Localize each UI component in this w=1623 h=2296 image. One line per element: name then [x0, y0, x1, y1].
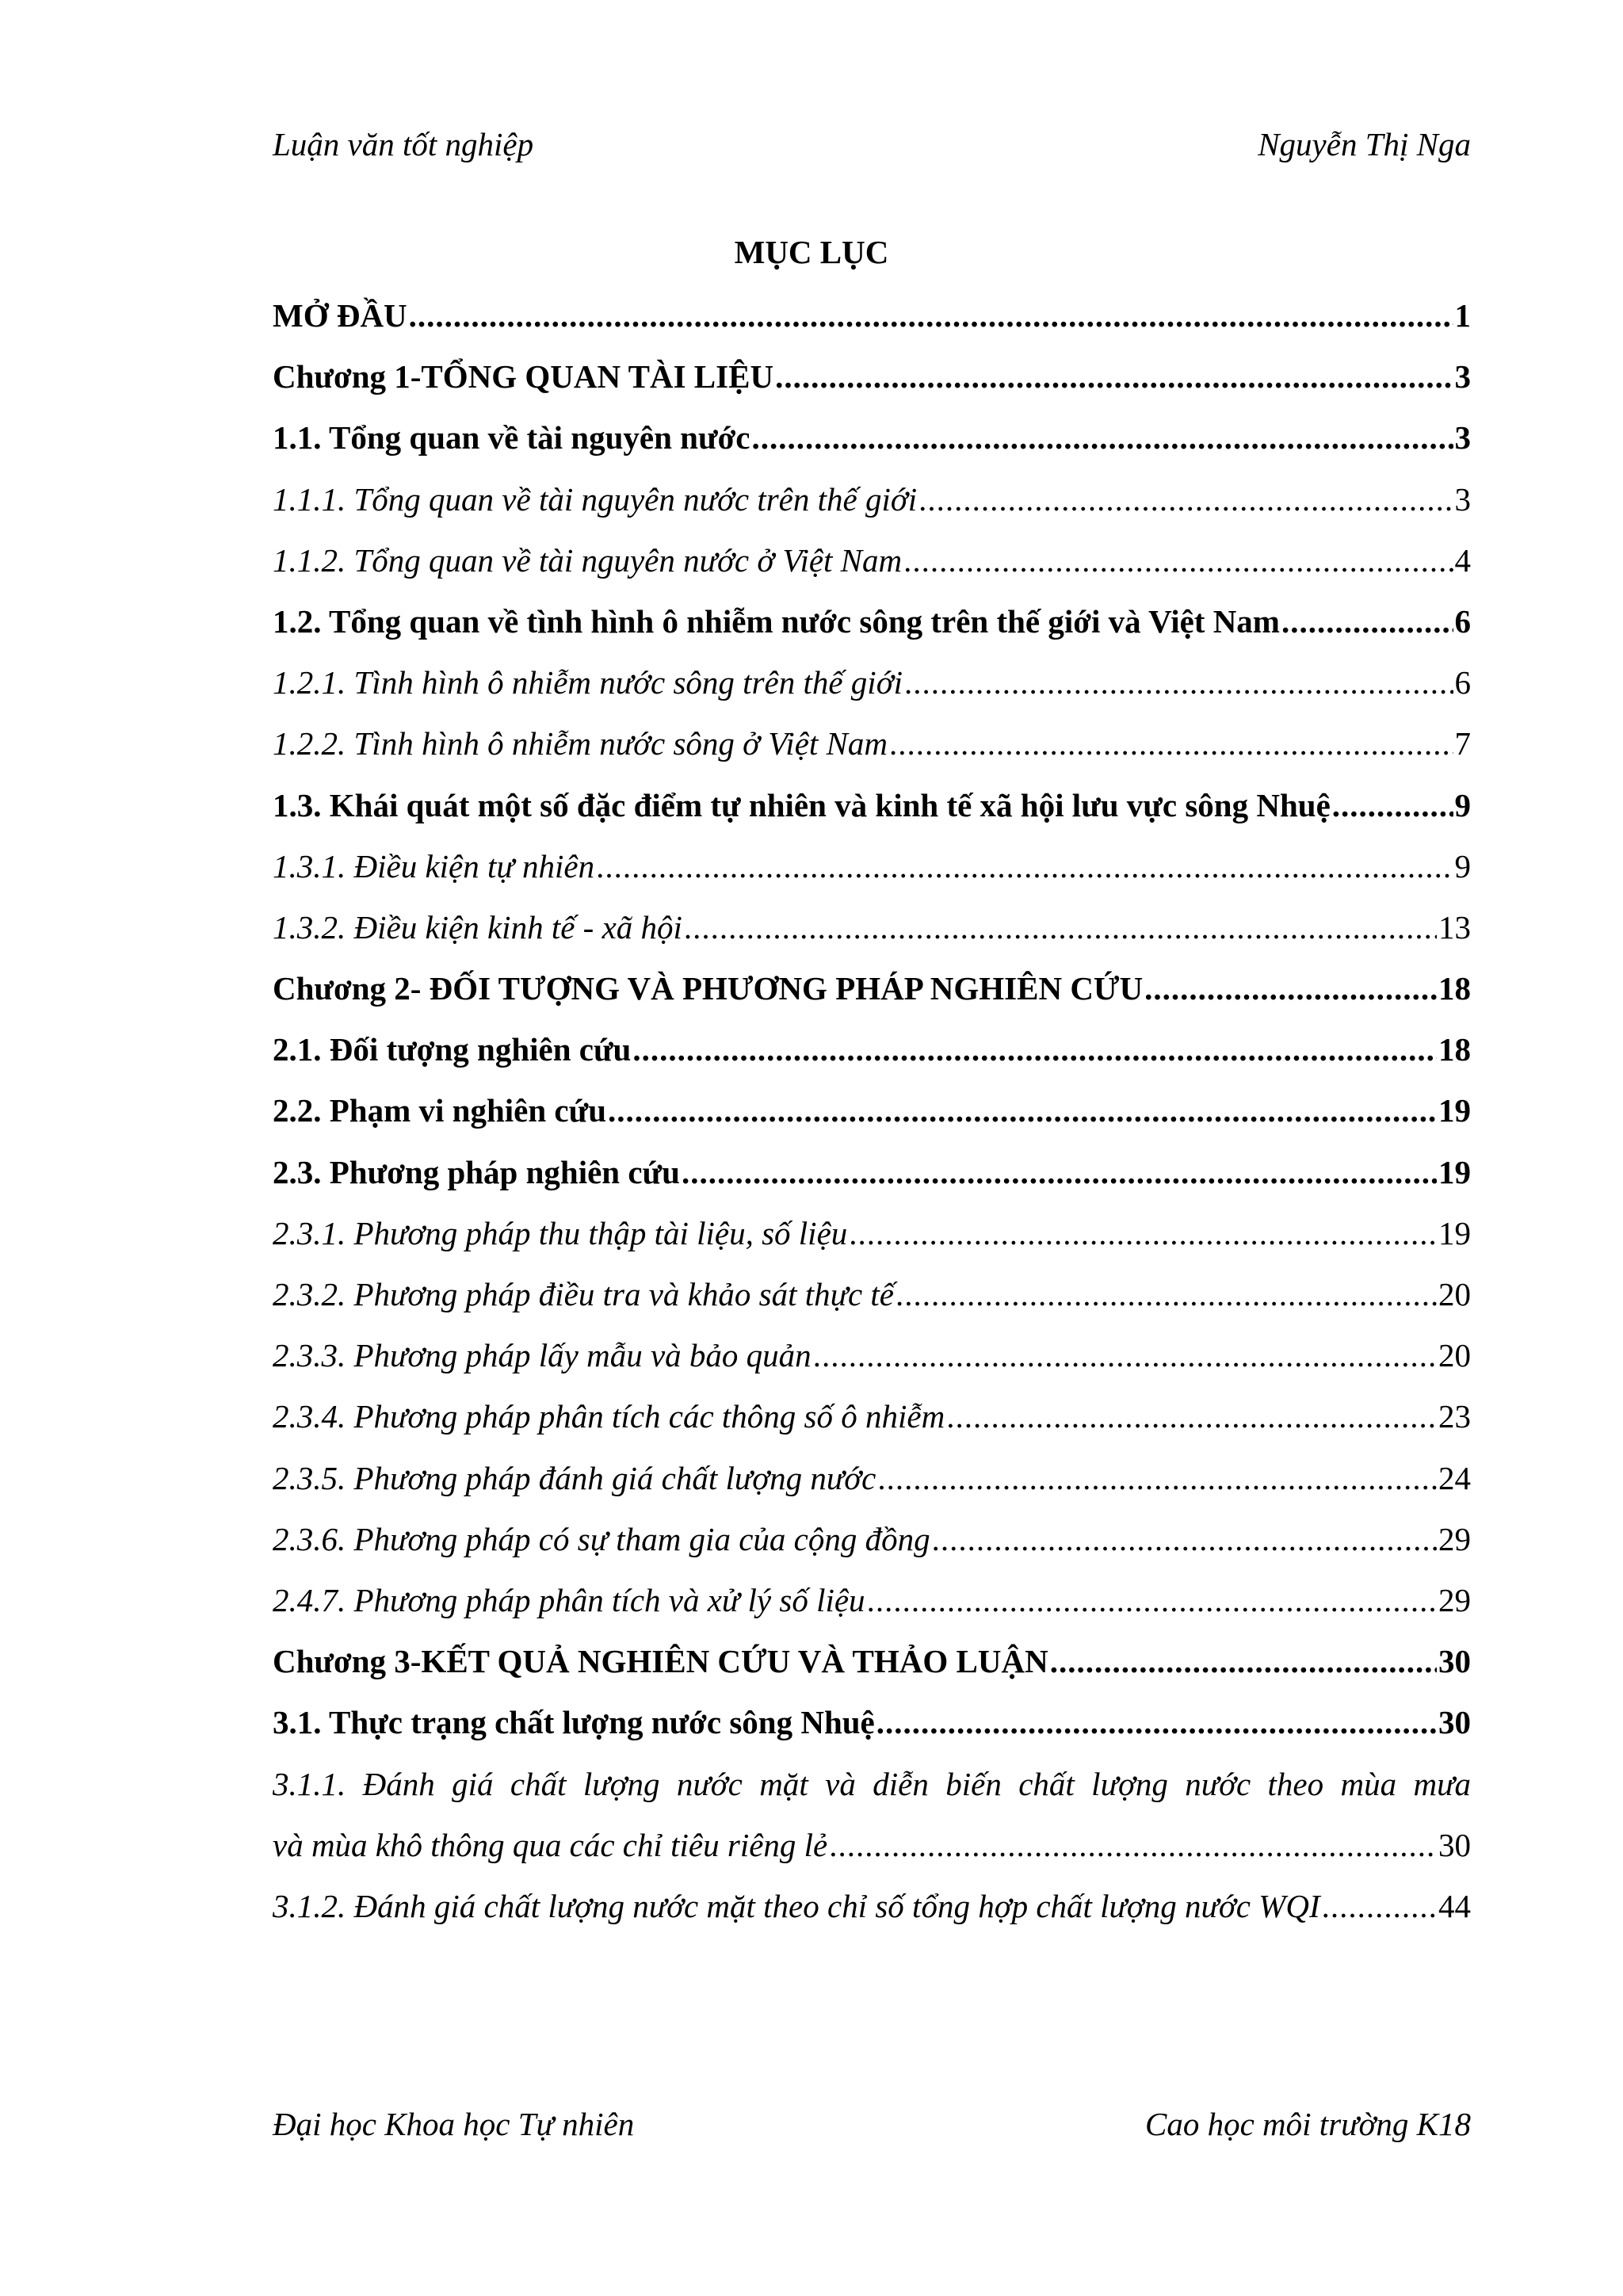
toc-entry[interactable] [273, 846, 1471, 907]
toc-entry-page: 24 [1438, 1459, 1471, 1496]
toc-entry-label: 1.1.1. Tổng quan về tài nguyên nước trên thế giới [273, 480, 918, 518]
dot-leader [684, 907, 1437, 948]
toc-entry-label: 3.1.1. Đánh giá chất lượng nước mặt và diễn biến chất lượng nước theo mùa mưa [273, 1765, 1471, 1802]
toc-entry-label: Chương 2- ĐỐI TƯỢNG VÀ PHƯƠNG PHÁP NGHIÊN CỨU [273, 970, 1144, 1007]
toc-entry-label: Chương 1-TỔNG QUAN TÀI LIỆU [273, 358, 774, 395]
toc-entry-label: 2.1. Đối tượng nghiên cứu [273, 1031, 632, 1068]
toc-entry-page: 6 [1454, 664, 1471, 701]
toc-entry[interactable] [273, 662, 1471, 723]
toc-title: MỤC LỤC [734, 234, 889, 270]
toc-entry-label: Chương 3-KẾT QUẢ NGHIÊN CỨU VÀ THẢO LUẬN [273, 1643, 1048, 1680]
dot-leader [876, 1702, 1437, 1743]
page-header [273, 125, 1471, 163]
toc-entry-page: 3 [1454, 480, 1471, 518]
toc-entry[interactable] [273, 479, 1471, 540]
toc-entry-page: 30 [1438, 1643, 1471, 1680]
toc-entry-label: 1.2. Tổng quan về tình hình ô nhiễm nước sông trên thế giới và Việt Nam [273, 602, 1280, 640]
dot-leader [682, 1152, 1437, 1193]
toc-entry[interactable] [273, 1763, 1471, 1824]
toc-entry-page: 19 [1438, 1092, 1471, 1129]
toc-entry-page: 30 [1438, 1704, 1471, 1741]
header-left: Luận văn tốt nghiệp [273, 126, 534, 162]
toc-entry[interactable] [273, 1519, 1471, 1580]
toc-entry-page: 13 [1438, 908, 1471, 946]
toc-entry[interactable] [273, 601, 1471, 662]
toc-entry[interactable] [273, 1580, 1471, 1641]
page-footer [273, 2105, 1471, 2143]
toc-entry-page: 29 [1438, 1581, 1471, 1618]
toc-entry[interactable] [273, 785, 1471, 846]
dot-leader [813, 1335, 1437, 1376]
toc-entry-label: 1.3. Khái quát một số đặc điểm tự nhiên và kinh tế xã hội lưu vực sông Nhuệ [273, 786, 1331, 823]
toc-entry-label: MỞ ĐẦU [273, 297, 407, 334]
toc-entry-label: 3.1.2. Đánh giá chất lượng nước mặt theo chỉ số tổng hợp chất lượng nước WQI [273, 1887, 1320, 1924]
dot-leader [918, 479, 1453, 520]
dot-leader [904, 662, 1453, 703]
toc-entry-page: 44 [1438, 1887, 1471, 1924]
footer-left: Đại học Khoa học Tự nhiên [273, 2106, 635, 2142]
toc-entry[interactable] [273, 1152, 1471, 1213]
toc-entry-page: 29 [1438, 1520, 1471, 1557]
toc-entry-label: 2.3.1. Phương pháp thu thập tài liệu, số liệu [273, 1214, 848, 1251]
toc-entry-label: 3.1. Thực trạng chất lượng nước sông Nhuệ [273, 1704, 875, 1741]
dot-leader [849, 1213, 1437, 1254]
dot-leader [877, 1457, 1437, 1499]
toc-entry-page: 3 [1454, 419, 1471, 457]
toc-entry-page: 18 [1438, 1031, 1471, 1068]
toc-entry-label: 1.3.1. Điều kiện tự nhiên [273, 847, 595, 884]
toc-entry[interactable] [273, 907, 1471, 968]
toc-entry-label: 2.4.7. Phương pháp phân tích và xử lý số liệu [273, 1581, 865, 1618]
toc-entry[interactable] [273, 723, 1471, 784]
toc-entry-page: 4 [1454, 541, 1471, 579]
dot-leader [775, 356, 1453, 397]
toc-entry[interactable] [273, 1702, 1471, 1763]
toc-entry[interactable] [273, 1274, 1471, 1335]
dot-leader [1322, 1885, 1437, 1927]
toc-entry[interactable] [273, 1213, 1471, 1274]
dot-leader [632, 1029, 1437, 1070]
dot-leader [903, 540, 1453, 581]
toc-entry[interactable] [273, 540, 1471, 601]
toc-entry-label: 1.3.2. Điều kiện kinh tế - xã hội [273, 908, 682, 946]
dot-leader [946, 1396, 1437, 1437]
toc-entry[interactable] [273, 1090, 1471, 1151]
toc-entry[interactable] [273, 968, 1471, 1029]
toc-entry-label: và mùa khô thông qua các chỉ tiêu riêng lẻ [273, 1826, 828, 1863]
toc-entry-label: 2.3.4. Phương pháp phân tích các thông số ô nhiễm [273, 1398, 945, 1435]
toc-entry-page: 23 [1438, 1398, 1471, 1435]
toc-entry-page: 30 [1438, 1826, 1471, 1863]
dot-leader [889, 723, 1453, 764]
dot-leader [1050, 1641, 1437, 1682]
dot-leader [829, 1824, 1437, 1866]
toc-entry-page: 6 [1454, 602, 1471, 640]
toc-entry-page: 3 [1454, 358, 1471, 395]
dot-leader [596, 846, 1453, 887]
dot-leader [608, 1090, 1437, 1131]
dot-leader [1281, 601, 1453, 642]
toc-entry-page: 9 [1454, 847, 1471, 884]
dot-leader [1332, 785, 1453, 826]
toc-entry-label: 1.2.2. Tình hình ô nhiễm nước sông ở Việt Nam [273, 725, 888, 762]
toc-entry-label: 2.3. Phương pháp nghiên cứu [273, 1153, 680, 1190]
toc-entry-label: 1.1.2. Tổng quan về tài nguyên nước ở Việt Nam [273, 541, 903, 579]
toc-entry-label: 1.2.1. Tình hình ô nhiễm nước sông trên thế giới [273, 664, 903, 701]
toc-entry[interactable] [273, 417, 1471, 478]
toc-entry-page: 20 [1438, 1276, 1471, 1312]
toc-entry[interactable] [273, 1029, 1471, 1090]
toc-entry-label: 2.3.6. Phương pháp có sự tham gia của cộng đồng [273, 1520, 930, 1557]
toc-entry-page: 18 [1438, 970, 1471, 1007]
toc-entry-page: 20 [1438, 1337, 1471, 1374]
toc-entry[interactable] [273, 1457, 1471, 1519]
toc-entry-page: 1 [1454, 297, 1471, 334]
toc-entry[interactable] [273, 1824, 1471, 1885]
dot-leader [896, 1274, 1437, 1315]
toc-entry-label: 2.3.3. Phương pháp lấy mẫu và bảo quản [273, 1337, 812, 1374]
toc-entry-label: 1.1. Tổng quan về tài nguyên nước [273, 419, 750, 457]
dot-leader [751, 417, 1453, 458]
toc-entry-label: 2.3.2. Phương pháp điều tra và khảo sát thực tế [273, 1276, 895, 1312]
toc-entry-label: 2.3.5. Phương pháp đánh giá chất lượng nước [273, 1459, 876, 1496]
toc-entry-page: 7 [1454, 725, 1471, 762]
dot-leader [867, 1580, 1437, 1621]
dot-leader [932, 1519, 1437, 1560]
toc-entry-page: 19 [1438, 1214, 1471, 1251]
footer-right: Cao học môi trường K18 [1145, 2106, 1471, 2142]
toc-entry[interactable] [273, 356, 1471, 417]
toc-entry[interactable] [273, 1335, 1471, 1396]
toc-entry[interactable] [273, 1641, 1471, 1702]
toc-entry[interactable] [273, 295, 1471, 356]
toc-entry-page: 9 [1454, 786, 1471, 823]
header-right: Nguyễn Thị Nga [1258, 126, 1471, 162]
dot-leader [1144, 968, 1437, 1009]
table-of-contents [273, 295, 1471, 1946]
toc-entry-label: 2.2. Phạm vi nghiên cứu [273, 1092, 606, 1129]
toc-entry[interactable] [273, 1885, 1471, 1946]
dot-leader [409, 295, 1453, 336]
toc-entry-page: 19 [1438, 1153, 1471, 1190]
toc-entry[interactable] [273, 1396, 1471, 1457]
